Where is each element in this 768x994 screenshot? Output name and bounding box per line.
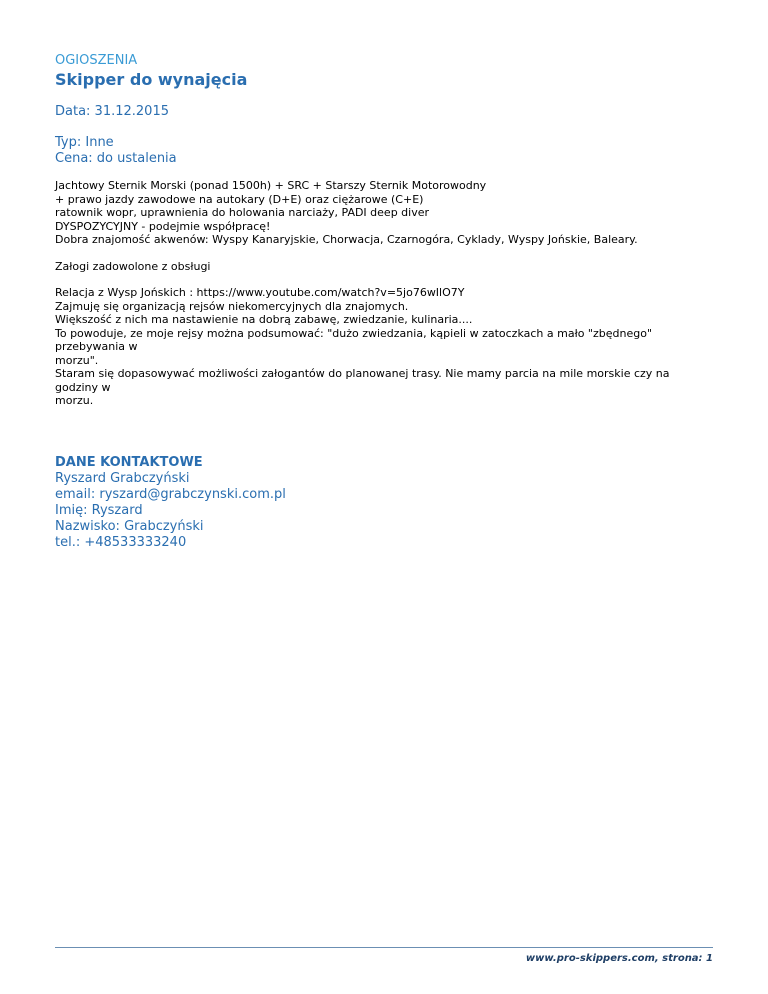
description-line: DYSPOZYCYJNY - podejmie współpracę!	[55, 219, 271, 233]
description-line: To powoduje, ze moje rejsy można podsumować: "dużo zwiedzania, kąpieli w zatoczkach a mało "zbędnego" przebywania w	[55, 326, 653, 353]
description-line: morzu".	[55, 353, 99, 367]
footer-page-info: www.pro-skippers.com, strona: 1	[525, 953, 713, 964]
description-line: Załogi zadowolone z obsługi	[55, 259, 211, 273]
description-line: + prawo jazdy zawodowe na autokary (D+E) oraz ciężarowe (C+E)	[55, 192, 424, 206]
contact-name: Ryszard Grabczyński	[55, 470, 190, 486]
listing-date: Data: 31.12.2015	[55, 104, 169, 119]
description-line: ratownik wopr, uprawnienia do holowania narciaży, PADI deep diver	[55, 206, 430, 219]
contact-email: email: ryszard@grabczynski.com.pl	[55, 486, 286, 502]
description-line: Jachtowy Sternik Morski (ponad 1500h) + SRC + Starszy Sternik Motorowodny	[55, 179, 487, 192]
footer-divider	[55, 947, 713, 948]
contact-heading: DANE KONTAKTOWE	[55, 454, 203, 470]
description-line: Zajmuję się organizacją rejsów niekomercyjnych dla znajomych.	[55, 299, 409, 313]
contact-section	[55, 455, 715, 551]
contact-last-name: Nazwisko: Grabczyński	[55, 518, 204, 534]
contact-phone: tel.: +48533333240	[55, 534, 187, 550]
listing-title: Skipper do wynajęcia	[55, 70, 248, 89]
description-line: morzu.	[55, 394, 94, 407]
listing-category: OGIOSZENIA	[55, 53, 138, 68]
contact-first-name: Imię: Ryszard	[55, 502, 143, 518]
listing-type: Typ: Inne	[55, 135, 114, 150]
description-line: Relacja z Wysp Jońskich : https://www.youtube.com/watch?v=5jo76wIlO7Y	[55, 286, 465, 299]
description-line: Staram się dopasowywać możliwości załogantów do planowanej trasy. Nie mamy parcia na mile morskie czy na godziny w	[55, 367, 670, 394]
listing-document	[55, 52, 715, 551]
listing-price: Cena: do ustalenia	[55, 151, 177, 166]
listing-description	[55, 179, 715, 408]
description-line: Większość z nich ma nastawienie na dobrą zabawę, zwiedzanie, kulinaria....	[55, 313, 473, 326]
description-line: Dobra znajomość akwenów: Wyspy Kanaryjskie, Chorwacja, Czarnogóra, Cyklady, Wyspy Jońskie, Baleary.	[55, 233, 638, 246]
